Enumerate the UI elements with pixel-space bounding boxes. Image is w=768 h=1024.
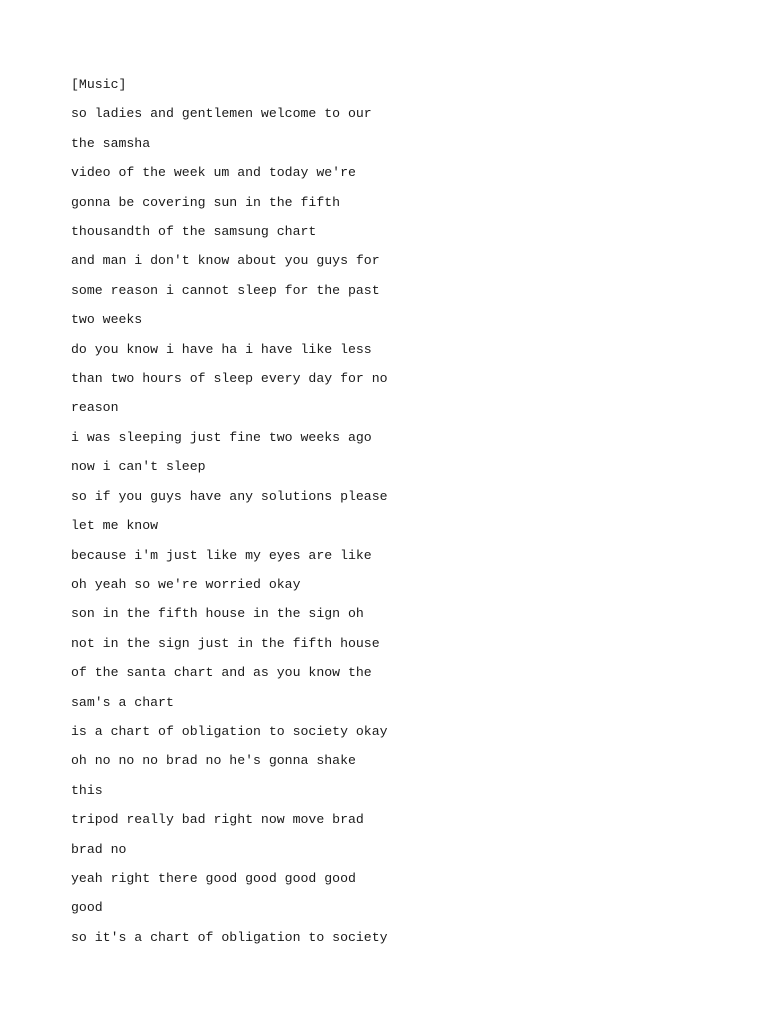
transcript-line: i was sleeping just fine two weeks ago <box>71 429 372 445</box>
transcript-line: thousandth of the samsung chart <box>71 224 317 240</box>
transcript-line: the samsha <box>71 135 151 151</box>
transcript-line: so ladies and gentlemen welcome to our <box>71 106 372 122</box>
transcript-line: good <box>71 900 103 916</box>
transcript-line: not in the sign just in the fifth house <box>71 635 380 651</box>
transcript-line: brad no <box>71 841 127 857</box>
transcript-line: oh yeah so we're worried okay <box>71 576 301 592</box>
transcript-line: let me know <box>71 518 159 534</box>
transcript-line: two weeks <box>71 312 143 328</box>
transcript-line: reason <box>71 400 119 416</box>
transcript-line: of the santa chart and as you know the <box>71 665 372 681</box>
transcript-line: because i'm just like my eyes are like <box>71 547 372 563</box>
transcript-line: than two hours of sleep every day for no <box>71 371 388 387</box>
transcript-line: now i can't sleep <box>71 459 206 475</box>
transcript-line: video of the week um and today we're <box>71 165 356 181</box>
transcript-line: and man i don't know about you guys for <box>71 253 380 269</box>
transcript-line: [Music] <box>71 77 127 92</box>
transcript-line: son in the fifth house in the sign oh <box>71 606 364 622</box>
transcript-line: so it's a chart of obligation to society <box>71 929 388 945</box>
transcript-line: sam's a chart <box>71 694 174 710</box>
transcript-line: so if you guys have any solutions please <box>71 488 388 504</box>
transcript-line: do you know i have ha i have like less <box>71 341 372 357</box>
transcript-line: tripod really bad right now move brad <box>71 812 364 828</box>
transcript-line: this <box>71 782 103 798</box>
transcript-line: gonna be covering sun in the fifth <box>71 194 341 210</box>
transcript-line: is a chart of obligation to society okay <box>71 723 388 739</box>
transcript-text <box>71 70 388 952</box>
transcript-line: oh no no no brad no he's gonna shake <box>71 753 356 769</box>
transcript-line: some reason i cannot sleep for the past <box>71 282 380 298</box>
transcript-line: yeah right there good good good good <box>71 870 356 886</box>
